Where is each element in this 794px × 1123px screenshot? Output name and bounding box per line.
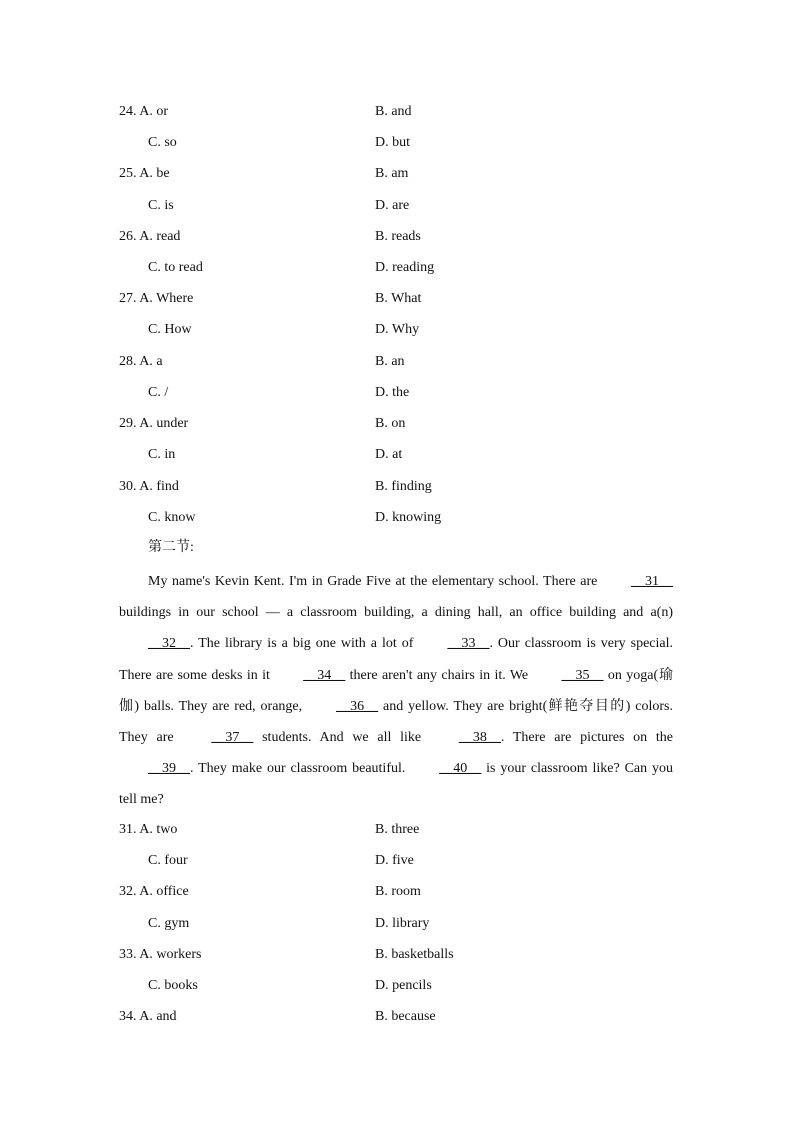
question-row bbox=[0, 288, 794, 310]
option-a: 28. A. a bbox=[119, 354, 163, 369]
blank-40: __40__ bbox=[439, 761, 482, 777]
option-a: 29. A. under bbox=[119, 416, 189, 431]
option-a: 33. A. workers bbox=[119, 947, 202, 962]
option-c: C. know bbox=[148, 510, 196, 525]
option-c: C. four bbox=[148, 853, 188, 868]
option-c: C. gym bbox=[148, 916, 190, 931]
blank-38: __38__ bbox=[458, 730, 501, 746]
option-d: D. are bbox=[375, 198, 410, 213]
blank-39: __39__ bbox=[148, 761, 190, 777]
question-row bbox=[0, 850, 794, 872]
option-a: 27. A. Where bbox=[119, 291, 194, 306]
question-row bbox=[0, 444, 794, 466]
option-c: C. in bbox=[148, 447, 176, 462]
option-a: 32. A. office bbox=[119, 884, 189, 899]
option-b: B. reads bbox=[375, 229, 421, 244]
option-b: B. basketballs bbox=[375, 947, 454, 962]
blank-35: __35__ bbox=[561, 667, 604, 683]
blank-31: __31__ bbox=[631, 574, 673, 589]
option-b: B. because bbox=[375, 1009, 436, 1024]
option-d: D. Why bbox=[375, 322, 420, 337]
blank-36: __36__ bbox=[336, 698, 379, 714]
option-a: 26. A. read bbox=[119, 229, 181, 244]
question-row bbox=[0, 413, 794, 435]
question-row bbox=[0, 163, 794, 185]
question-row bbox=[0, 195, 794, 217]
question-row bbox=[0, 319, 794, 341]
option-d: D. pencils bbox=[375, 978, 432, 993]
option-b: B. What bbox=[375, 291, 422, 306]
option-d: D. library bbox=[375, 916, 430, 931]
option-b: B. on bbox=[375, 416, 406, 431]
option-b: B. three bbox=[375, 822, 420, 837]
question-row bbox=[0, 351, 794, 373]
question-row bbox=[0, 881, 794, 903]
option-a: 34. A. and bbox=[119, 1009, 177, 1024]
option-d: D. at bbox=[375, 447, 403, 462]
option-b: B. finding bbox=[375, 479, 432, 494]
question-row bbox=[0, 101, 794, 123]
question-row bbox=[0, 132, 794, 154]
option-d: D. reading bbox=[375, 260, 435, 275]
option-d: D. but bbox=[375, 135, 410, 150]
question-row bbox=[0, 944, 794, 966]
question-row bbox=[0, 975, 794, 997]
question-row bbox=[0, 257, 794, 279]
blank-34: __34__ bbox=[303, 667, 346, 683]
option-c: C. How bbox=[148, 322, 192, 337]
question-row bbox=[0, 382, 794, 404]
blank-37: __37__ bbox=[211, 730, 254, 746]
blank-32: __32__ bbox=[148, 636, 190, 652]
question-row bbox=[0, 476, 794, 498]
option-d: D. knowing bbox=[375, 510, 442, 525]
question-row bbox=[0, 226, 794, 248]
question-row bbox=[0, 507, 794, 529]
cloze-passage: My name's Kevin Kent. I'm in Grade Five at the elementary school. There are __31__ buildings in our school — a classroom building, a dining hall, an office building and a(n) __32__. The library is a big one with a lot of __33__. Our classroom is very special. There are some desks in it __34__ there aren't any chairs in it. We __35__ on yoga(瑜伽) balls. They are red, orange, __36__ and yellow. They are bright(鲜艳夺目的) colors. They are __37__ students. And we all like __38__. There are pictures on the __39__. They make our classroom beautiful. __40__ is your classroom like? Can you tell me? bbox=[119, 566, 673, 816]
option-c: C. / bbox=[148, 385, 169, 400]
question-row bbox=[0, 1006, 794, 1028]
blank-33: __33__ bbox=[447, 636, 490, 652]
question-row bbox=[0, 819, 794, 841]
option-a: 31. A. two bbox=[119, 822, 178, 837]
option-c: C. books bbox=[148, 978, 198, 993]
question-row bbox=[0, 913, 794, 935]
option-b: B. am bbox=[375, 166, 409, 181]
option-a: 30. A. find bbox=[119, 479, 179, 494]
option-b: B. and bbox=[375, 104, 412, 119]
section-heading: 第二节: bbox=[148, 540, 194, 555]
option-d: D. five bbox=[375, 853, 414, 868]
option-c: C. is bbox=[148, 198, 174, 213]
option-a: 24. A. or bbox=[119, 104, 169, 119]
option-b: B. room bbox=[375, 884, 421, 899]
option-c: C. to read bbox=[148, 260, 203, 275]
option-c: C. so bbox=[148, 135, 177, 150]
option-b: B. an bbox=[375, 354, 405, 369]
option-a: 25. A. be bbox=[119, 166, 170, 181]
option-d: D. the bbox=[375, 385, 410, 400]
